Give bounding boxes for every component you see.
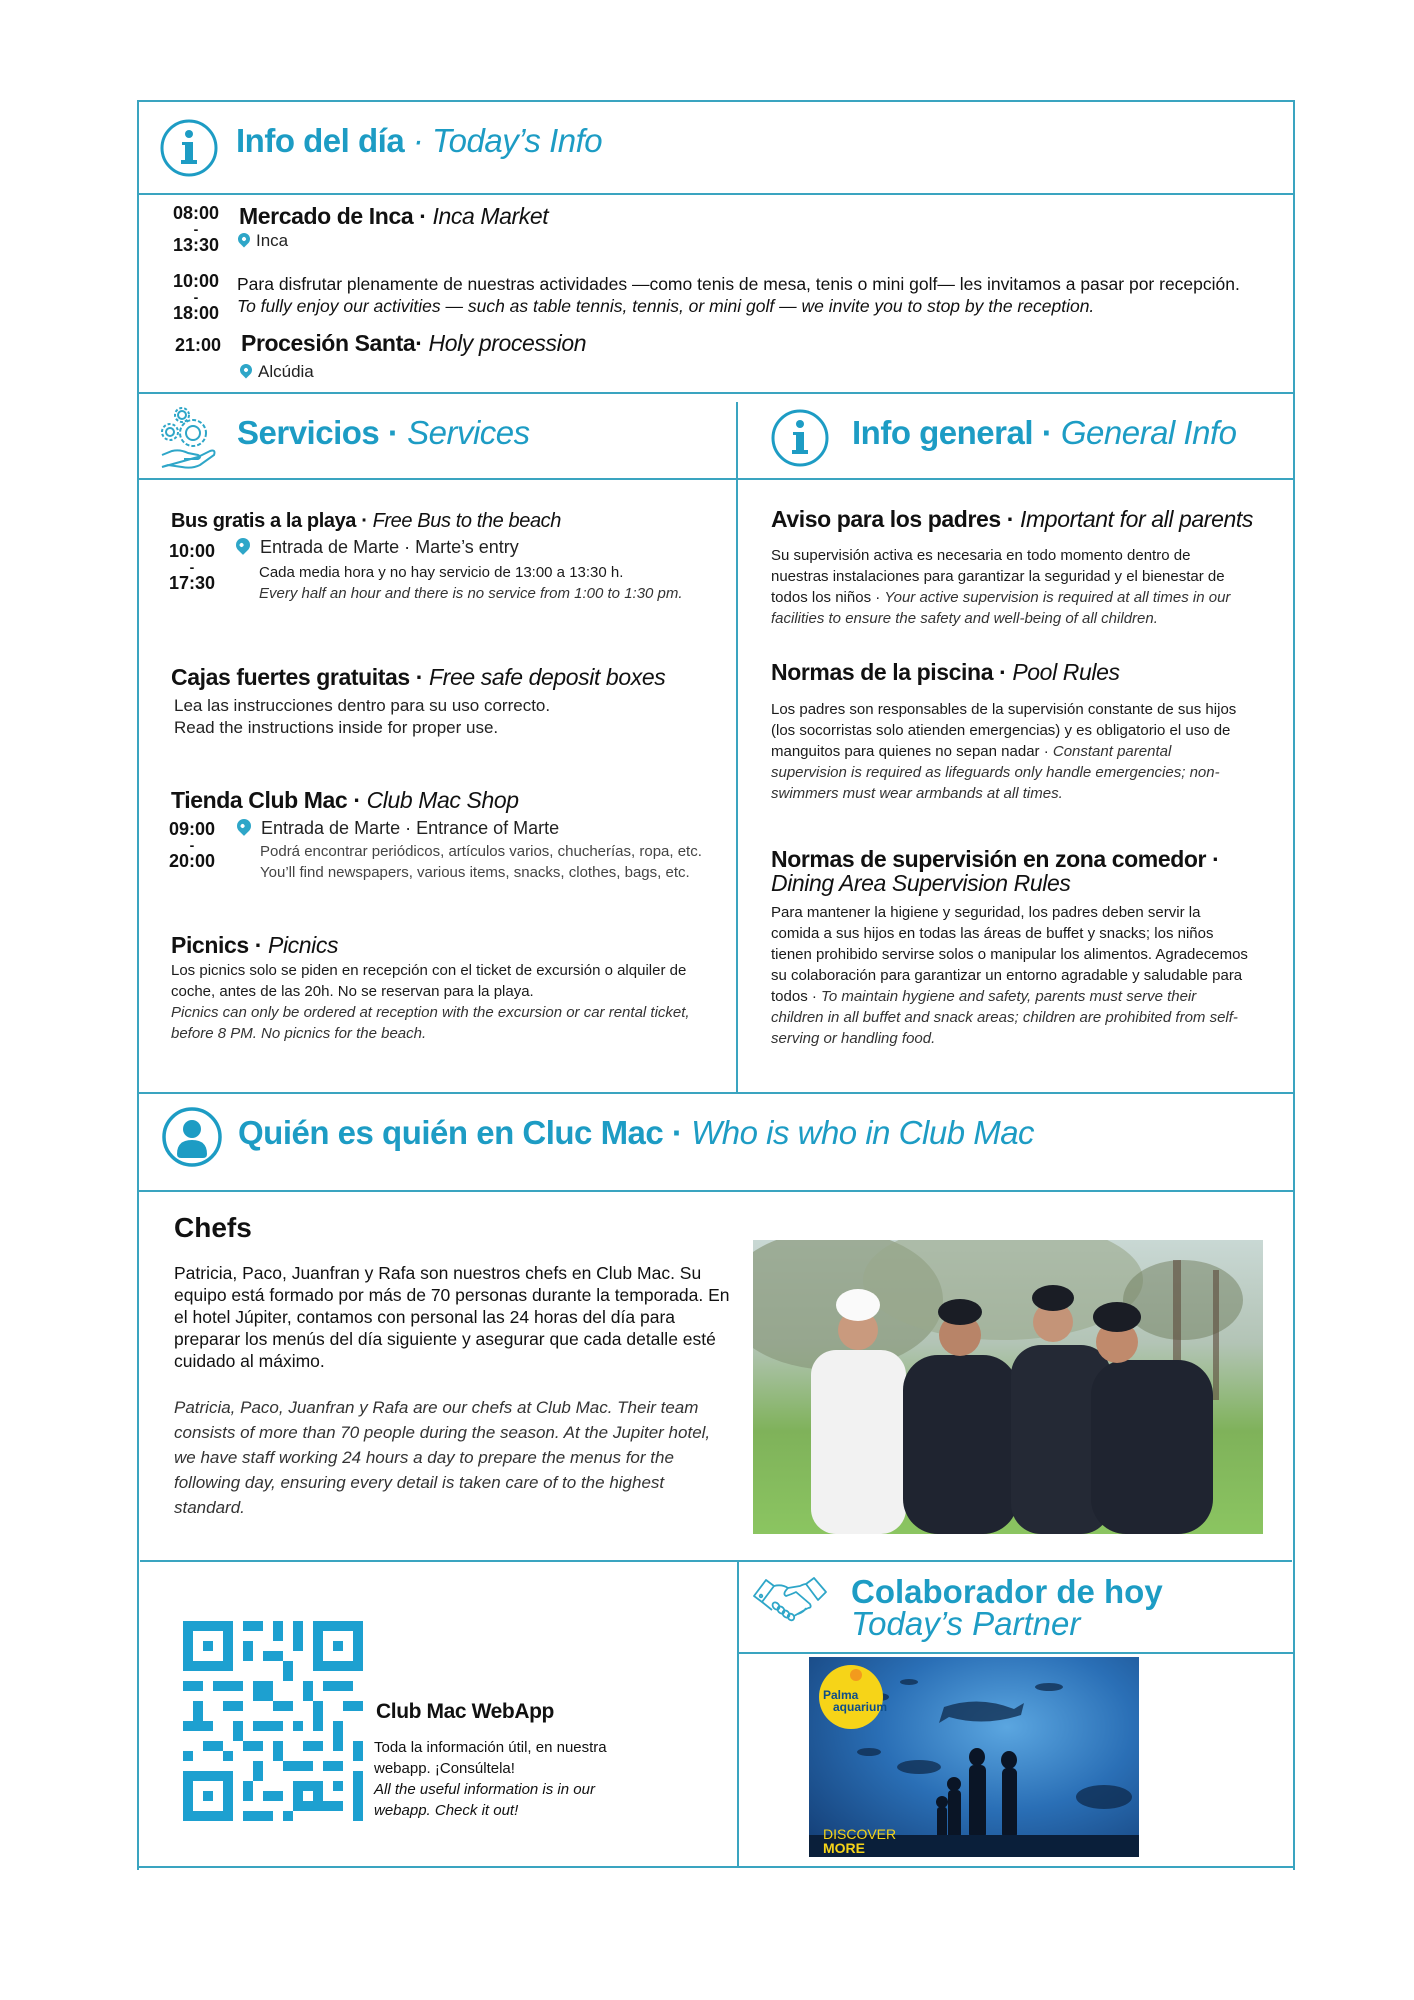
- shop-time: 09:00 - 20:00: [168, 819, 216, 871]
- parents-description: Su supervisión activa es necesaria en todo momento dentro de nuestras instalaciones para garantizar la seguridad y el bienestar de todos los niños · Your active supervision is required at all times in our facilities to ensure the safety and well-being of all children.: [771, 547, 1231, 627]
- divider: [137, 1190, 1295, 1192]
- partner-title: Colaborador de hoy Today’s Partner: [851, 1573, 1163, 1642]
- webapp-description: Toda la información útil, en nuestra webapp. ¡Consúltela! All the useful information is in our webapp. Check it out!: [374, 1739, 607, 1819]
- bus-time: 10:00 - 17:30: [168, 541, 216, 593]
- event-time: 10:00 - 18:00: [172, 271, 220, 323]
- picnics-title: Picnics · Picnics: [171, 932, 339, 958]
- location-pin-icon: [238, 362, 255, 379]
- pool-description: Los padres son responsables de la supervisión constante de sus hijos (los socorristas solo atienden emergencias) y es obligatorio el uso de manguitos para quienes no sepan nadar · Constant parental supervision is required as lifeguards only handle emergencies; non-swimmers must wear armbands at all times.: [771, 701, 1237, 802]
- picnics-description: Los picnics solo se piden en recepción con el ticket de excursión o alquiler de coche, antes de las 20h. No se reservan para la playa. Picnics can only be ordered at reception with the excursion or car rental ticket, before 8 PM. No picnics for the beach.: [171, 962, 690, 1042]
- event-location: Inca: [238, 231, 288, 251]
- shop-location: Entrada de Marte · Entrance of Marte: [237, 818, 559, 839]
- chefs-description: Patricia, Paco, Juanfran y Rafa son nuestros chefs en Club Mac. Su equipo está formado por más de 70 personas durante la temporada. En el hotel Júpiter, contamos con personal las 24 horas del día para preparar los menús del día siguiente y asegurar que cada detalle esté cuidado al máximo.: [174, 1263, 730, 1371]
- frame-bottom: [137, 1866, 1295, 1868]
- today-info-title: Info del día · Today’s Info: [236, 122, 603, 159]
- location-pin-icon: [233, 535, 253, 555]
- safe-description: Lea las instrucciones dentro para su uso correcto. Read the instructions inside for proper use.: [174, 696, 551, 737]
- frame-top: [137, 100, 1295, 102]
- event-description: Para disfrutar plenamente de nuestras actividades —como tenis de mesa, tenis o mini golf— les invitamos a pasar por recepción. To fully enjoy our activities — such as table tennis, tennis, or mini golf — we invite you to stop by the reception.: [237, 274, 1240, 316]
- divider: [140, 1560, 1292, 1562]
- general-info-title: Info general · General Info: [852, 414, 1237, 451]
- bus-title: Bus gratis a la playa · Free Bus to the beach: [171, 510, 561, 532]
- discover-more-cta[interactable]: DISCOVER MORE: [823, 1826, 897, 1856]
- shop-description: Podrá encontrar periódicos, artículos varios, chucherías, ropa, etc. You’ll find newspapers, various items, snacks, clothes, bags, etc.: [260, 843, 702, 881]
- info-circle-icon: [159, 118, 219, 178]
- frame-right: [1293, 100, 1295, 1870]
- event-time: 08:00 - 13:30: [172, 203, 220, 255]
- qr-code-icon[interactable]: [183, 1618, 363, 1824]
- dining-title: Normas de supervisión en zona comedor · Dining Area Supervision Rules: [771, 846, 1220, 896]
- webapp-title: Club Mac WebApp: [376, 1700, 554, 1723]
- chefs-description-en: Patricia, Paco, Juanfran y Rafa are our chefs at Club Mac. Their team consists of more than 70 people during the season. At the Jupiter hotel, we have staff working 24 hours a day to prepare the menus for the following day, ensuring every detail is taken care of to the highest standard.: [174, 1398, 711, 1517]
- pool-title: Normas de la piscina · Pool Rules: [771, 659, 1120, 685]
- parents-title: Aviso para los padres · Important for all parents: [771, 506, 1253, 532]
- event-title: Mercado de Inca · Inca Market: [239, 203, 549, 229]
- event-location: Alcúdia: [240, 362, 314, 382]
- divider: [737, 1652, 1293, 1654]
- person-circle-icon: [161, 1106, 223, 1168]
- event-time: 21:00: [174, 335, 222, 355]
- divider: [137, 193, 1295, 195]
- gears-hand-icon: [158, 405, 220, 469]
- event-title: Procesión Santa· Holy procession: [241, 330, 587, 356]
- divider: [137, 392, 1295, 394]
- location-pin-icon: [236, 231, 253, 248]
- divider: [137, 1092, 1295, 1094]
- shop-title: Tienda Club Mac · Club Mac Shop: [171, 787, 519, 813]
- services-title: Servicios · Services: [237, 414, 530, 451]
- chefs-heading: Chefs: [174, 1212, 252, 1243]
- chefs-photo-illustration: [753, 1240, 1263, 1534]
- divider: [137, 478, 1295, 480]
- chefs-photo: [753, 1240, 1263, 1534]
- location-pin-icon: [234, 816, 254, 836]
- frame-left: [137, 100, 139, 1870]
- bus-description: Cada media hora y no hay servicio de 13:00 a 13:30 h. Every half an hour and there is no service from 1:00 to 1:30 pm.: [259, 564, 683, 602]
- who-is-who-title: Quién es quién en Cluc Mac · Who is who in Club Mac: [238, 1114, 1035, 1151]
- bus-location: Entrada de Marte · Marte’s entry: [236, 537, 519, 558]
- partner-banner[interactable]: [809, 1657, 1139, 1857]
- info-circle-icon: [770, 408, 830, 468]
- column-divider: [737, 1560, 739, 1868]
- safe-title: Cajas fuertes gratuitas · Free safe deposit boxes: [171, 664, 666, 690]
- handshake-icon: [752, 1574, 828, 1622]
- dining-description: Para mantener la higiene y seguridad, los padres deben servir la comida a sus hijos en todas las áreas de buffet y snacks; los niños tienen prohibido servirse solos o manipular los alimentos. Agradecemos su colaboración para garantizar un entorno agradable y saludable para todos · To maintain hygiene and safety, parents must serve their children in all buffet and snack areas; children are prohibited from self-serving or handling food.: [771, 904, 1248, 1047]
- column-divider: [736, 402, 738, 1092]
- partner-logo-text: Palma aquarium: [823, 1688, 888, 1714]
